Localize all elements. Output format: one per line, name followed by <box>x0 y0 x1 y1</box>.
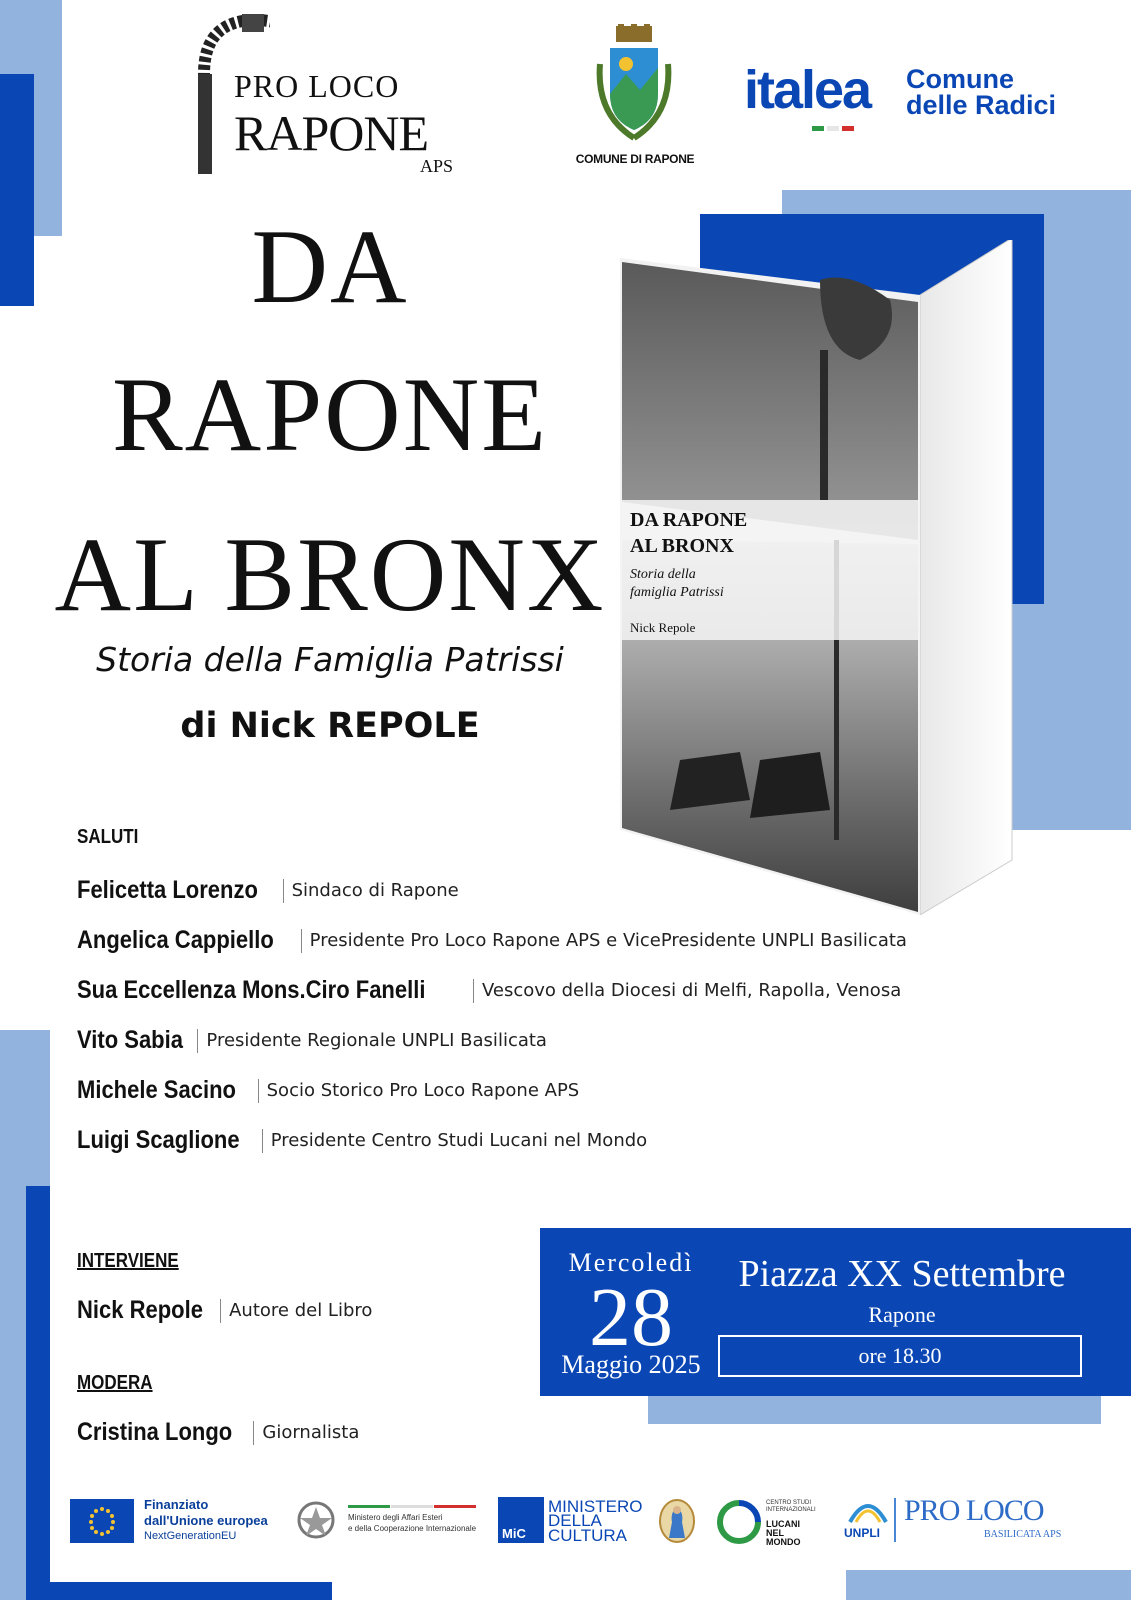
eu-text-line2: dall'Unione europea <box>144 1513 268 1528</box>
speaker-name: Michele Sacino <box>77 1076 236 1104</box>
speaker-role: Sindaco di Rapone <box>291 880 459 901</box>
eu-flag-icon <box>70 1499 134 1543</box>
mae-flag-stripe-icon <box>348 1505 476 1508</box>
mae-text-line2: e della Cooperazione Internazionale <box>348 1524 477 1533</box>
italian-flag-icon <box>812 126 854 131</box>
comune-radici-line2: delle Radici <box>906 90 1057 120</box>
unpli-text: UNPLI <box>844 1526 880 1540</box>
speaker-row <box>77 1026 547 1055</box>
speaker-role: Autore del Libro <box>229 1300 373 1321</box>
speaker-row <box>77 1126 647 1155</box>
speaker-role: Presidente Pro Loco Rapone APS e VicePresidente UNPLI Basilicata <box>309 930 907 951</box>
proloco-name-line1: PRO LOCO <box>234 68 400 104</box>
proloco-footer-sub: BASILICATA APS <box>984 1529 1062 1540</box>
modera-heading: MODERA <box>77 1372 153 1394</box>
separator <box>262 1129 263 1153</box>
speaker-name: Nick Repole <box>77 1296 203 1324</box>
comune-crest-icon <box>592 24 676 144</box>
speaker-role: Giornalista <box>262 1422 360 1443</box>
speaker-role: Socio Storico Pro Loco Rapone APS <box>266 1080 580 1101</box>
book-cover-image <box>620 240 1015 915</box>
mic-badge-text: MiC <box>502 1526 526 1541</box>
speaker-name: Felicetta Lorenzo <box>77 876 258 904</box>
separator <box>258 1079 259 1103</box>
book-cover-sub-1: Storia della <box>630 567 696 582</box>
title-line2: RAPONE <box>111 356 549 473</box>
comune-label: COMUNE DI RAPONE <box>575 152 695 166</box>
separator <box>283 879 284 903</box>
separator <box>473 979 474 1003</box>
speaker-name: Sua Eccellenza Mons.Ciro Fanelli <box>77 976 426 1004</box>
mic-text-line2: DELLA <box>548 1511 602 1530</box>
event-time: ore 18.30 <box>858 1343 942 1368</box>
interviene-heading: INTERVIENE <box>77 1250 179 1272</box>
speaker-role: Vescovo della Diocesi di Melfi, Rapolla, Venosa <box>481 980 902 1001</box>
book-cover-title-2: AL BRONX <box>630 535 734 557</box>
proloco-aps: APS <box>420 156 454 176</box>
proloco-name-line2: RAPONE <box>234 105 429 161</box>
mic-text-line1: MINISTERO <box>548 1497 643 1516</box>
speaker-row <box>77 926 907 955</box>
book-cover-sub-2: famiglia Patrissi <box>630 585 724 600</box>
centro-studi-line3: MONDO <box>766 1537 801 1547</box>
speaker-name: Cristina Longo <box>77 1418 233 1446</box>
title-line3: AL BRONX <box>54 516 606 633</box>
centro-studi-logo-icon <box>716 1499 762 1545</box>
comune-radici-line1: Comune <box>906 64 1014 94</box>
saluti-heading: SALUTI <box>77 826 139 848</box>
italea-logo: italea <box>744 60 871 120</box>
event-day-number: 28 <box>589 1271 673 1364</box>
separator <box>197 1029 198 1053</box>
title-line1: DA <box>251 208 409 325</box>
event-place: Piazza XX Settembre <box>738 1253 1066 1295</box>
centro-studi-line1: LUCANI <box>766 1519 800 1529</box>
divider <box>894 1498 896 1542</box>
speaker-role: Presidente Centro Studi Lucani nel Mondo <box>270 1130 648 1151</box>
speaker-row <box>77 1418 359 1447</box>
separator <box>253 1421 254 1445</box>
speaker-name: Vito Sabia <box>77 1026 183 1054</box>
subtitle: Storia della Famiglia Patrissi <box>96 640 564 679</box>
italian-republic-emblem-icon <box>296 1498 336 1544</box>
separator <box>301 929 302 953</box>
centro-studi-line2: NEL <box>766 1528 784 1538</box>
speaker-name: Angelica Cappiello <box>77 926 274 954</box>
speaker-role: Presidente Regionale UNPLI Basilicata <box>206 1030 547 1051</box>
unpli-logo-icon <box>846 1496 890 1524</box>
proloco-footer-text: PRO LOCO <box>904 1494 1044 1527</box>
speaker-row <box>77 876 459 905</box>
mic-text-line3: CULTURA <box>548 1526 628 1545</box>
author-line: di Nick REPOLE <box>180 706 480 746</box>
speaker-row <box>77 1076 579 1105</box>
book-cover-title-1: DA RAPONE <box>630 509 748 531</box>
event-town: Rapone <box>868 1302 936 1327</box>
decor-square-bottom-right-light <box>846 1570 1131 1600</box>
saint-medallion-icon <box>658 1498 696 1544</box>
eu-text-line1: Finanziato <box>144 1497 209 1512</box>
book-cover-author: Nick Repole <box>630 620 696 635</box>
mae-text-line1: Ministero degli Affari Esteri <box>348 1513 443 1522</box>
centro-studi-small-text: CENTRO STUDI INTERNAZIONALI <box>766 1500 816 1513</box>
event-weekday: Mercoledì <box>568 1248 694 1277</box>
separator <box>220 1299 221 1323</box>
eu-text-line3: NextGenerationEU <box>144 1530 237 1542</box>
decor-square-top-left-dark <box>0 74 34 306</box>
speaker-row <box>77 976 901 1005</box>
speaker-row <box>77 1296 372 1325</box>
speaker-name: Luigi Scaglione <box>77 1126 240 1154</box>
mic-logo-icon <box>498 1497 544 1543</box>
event-month-year: Maggio 2025 <box>561 1350 701 1379</box>
